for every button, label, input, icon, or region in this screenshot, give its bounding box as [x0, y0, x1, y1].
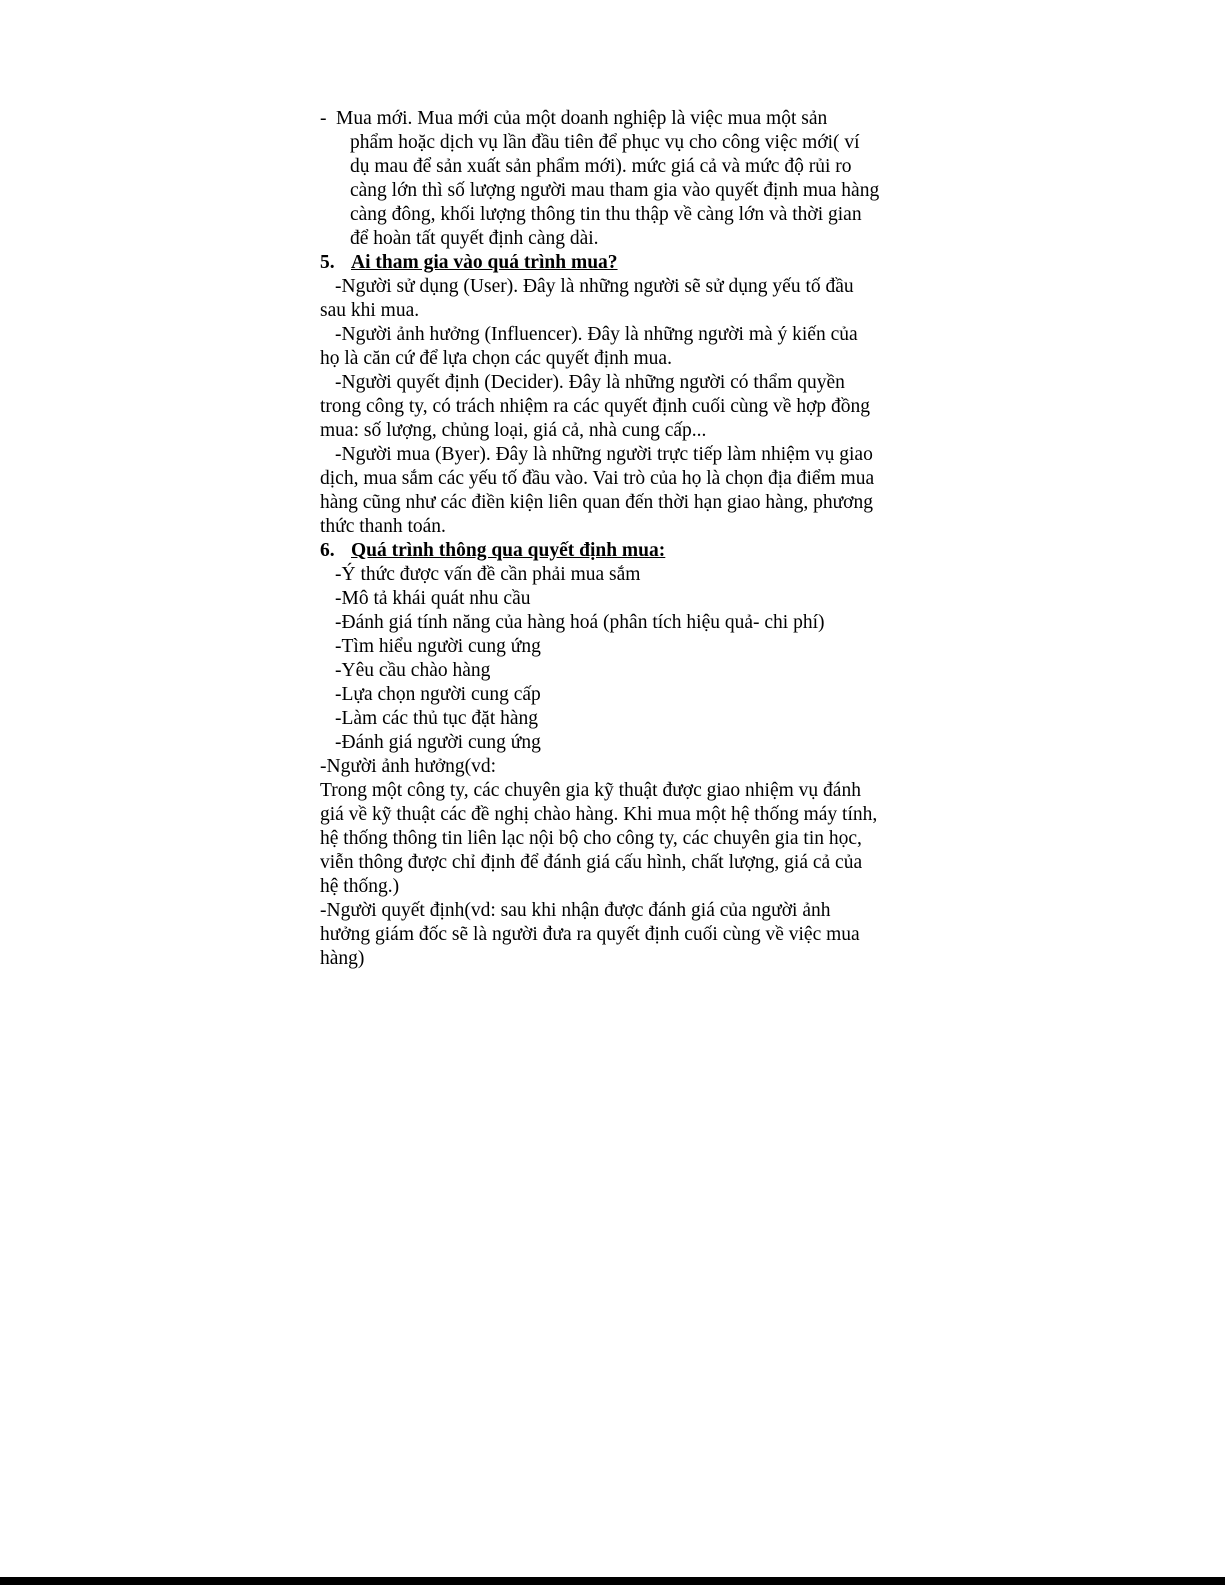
heading-number: 6. — [320, 540, 335, 561]
paragraph-line: -Người ảnh hưởng (Influencer). Đây là những người mà ý kiến của — [335, 324, 858, 345]
bottom-border-bar — [0, 1577, 1225, 1585]
heading-text: Quá trình thông qua quyết định mua: — [351, 540, 666, 561]
paragraph-line: họ là căn cứ để lựa chọn các quyết định mua. — [320, 348, 672, 369]
notes-block — [320, 755, 930, 971]
note-line: Trong một công ty, các chuyên gia kỹ thuật được giao nhiệm vụ đánh — [320, 780, 861, 801]
note-line: hàng) — [320, 948, 365, 969]
section-6-steps — [320, 563, 930, 755]
paragraph-line: hàng cũng như các điền kiện liên quan đến thời hạn giao hàng, phương — [320, 492, 873, 513]
paragraph-line: sau khi mua. — [320, 300, 420, 321]
step-item: -Lựa chọn người cung cấp — [335, 684, 541, 705]
note-line: -Người ảnh hưởng(vd: — [320, 756, 497, 777]
buy-new-item — [320, 107, 930, 251]
paragraph-line: mua: số lượng, chủng loại, giá cả, nhà cung cấp... — [320, 420, 707, 441]
step-item: -Mô tả khái quát nhu cầu — [335, 588, 531, 609]
note-line: -Người quyết định(vd: sau khi nhận được đánh giá của người ảnh — [320, 900, 831, 921]
paragraph-line: thức thanh toán. — [320, 516, 446, 537]
buy-new-line: phẩm hoặc dịch vụ lần đầu tiên để phục vụ cho công việc mới( ví — [350, 132, 860, 153]
paragraph-line: dịch, mua sắm các yếu tố đầu vào. Vai trò của họ là chọn địa điểm mua — [320, 468, 875, 489]
heading-number: 5. — [320, 252, 335, 273]
paragraph-line: trong công ty, có trách nhiệm ra các quyết định cuối cùng về hợp đồng — [320, 396, 871, 417]
heading-text: Ai tham gia vào quá trình mua? — [351, 252, 618, 273]
note-line: hưởng giám đốc sẽ là người đưa ra quyết định cuối cùng về việc mua — [320, 924, 860, 945]
list-dash: - — [320, 108, 327, 129]
buy-new-line: dụ mau để sản xuất sản phẩm mới). mức giá cả và mức độ rủi ro — [350, 156, 852, 177]
section-heading-5 — [320, 251, 930, 275]
note-line: giá về kỹ thuật các đề nghị chào hàng. Khi mua một hệ thống máy tính, — [320, 804, 878, 825]
page-content — [320, 107, 930, 971]
buy-new-line: Mua mới. Mua mới của một doanh nghiệp là việc mua một sản — [336, 108, 828, 129]
note-line: hệ thống.) — [320, 876, 400, 897]
section-heading-6 — [320, 539, 930, 563]
buy-new-line: để hoàn tất quyết định càng dài. — [350, 228, 599, 249]
step-item: -Làm các thủ tục đặt hàng — [335, 708, 539, 729]
paragraph-line: -Người quyết định (Decider). Đây là những người có thẩm quyền — [335, 372, 845, 393]
step-item: -Đánh giá người cung ứng — [335, 732, 541, 753]
note-line: viễn thông được chỉ định để đánh giá cấu hình, chất lượng, giá cả của — [320, 852, 863, 873]
step-item: -Yêu cầu chào hàng — [335, 660, 491, 681]
buy-new-line: càng lớn thì số lượng người mau tham gia vào quyết định mua hàng — [350, 180, 880, 201]
step-item: -Ý thức được vấn đề cần phải mua sắm — [335, 564, 641, 585]
step-item: -Tìm hiểu người cung ứng — [335, 636, 541, 657]
section-5-body — [320, 275, 930, 539]
buy-new-line: càng đông, khối lượng thông tin thu thập về càng lớn và thời gian — [350, 204, 862, 225]
paragraph-line: -Người mua (Byer). Đây là những người trực tiếp làm nhiệm vụ giao — [335, 444, 873, 465]
note-line: hệ thống thông tin liên lạc nội bộ cho công ty, các chuyên gia tin học, — [320, 828, 862, 849]
step-item: -Đánh giá tính năng của hàng hoá (phân tích hiệu quả- chi phí) — [335, 612, 825, 633]
paragraph-line: -Người sử dụng (User). Đây là những người sẽ sử dụng yếu tố đầu — [335, 276, 854, 297]
